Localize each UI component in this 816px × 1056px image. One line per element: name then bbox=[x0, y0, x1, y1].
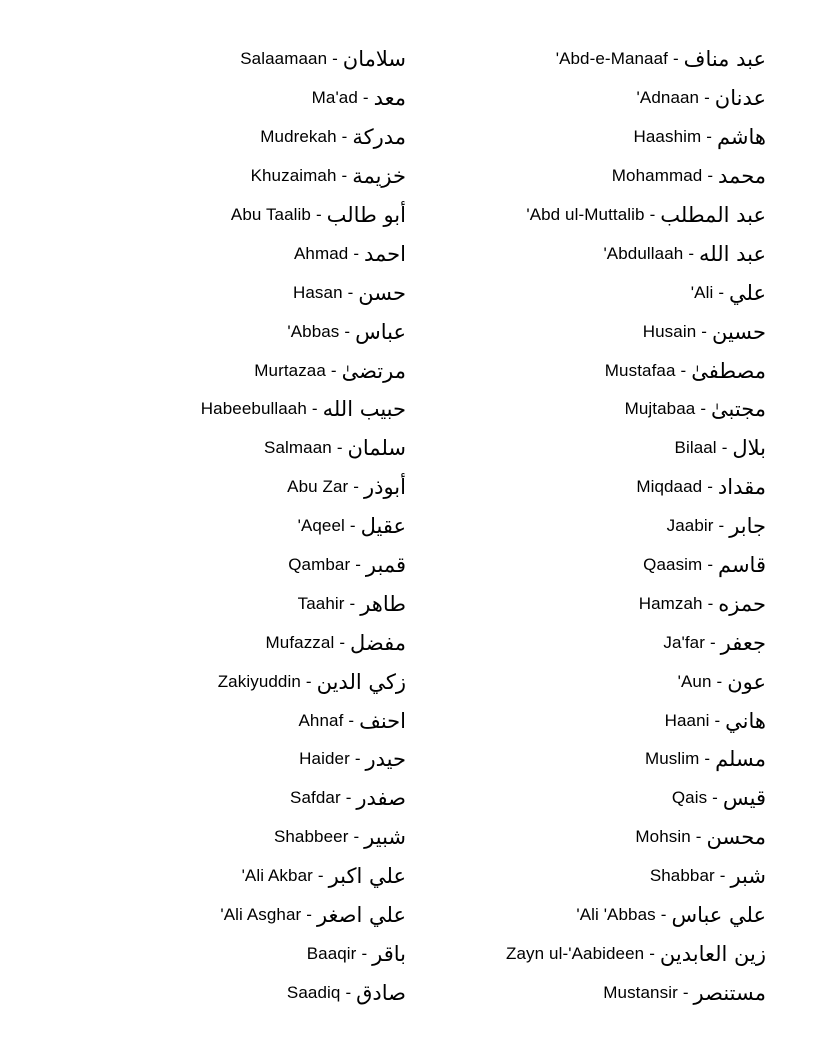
transliterated-name: Salaamaan bbox=[240, 49, 328, 69]
name-separator: - bbox=[649, 943, 655, 963]
arabic-name: مفضل bbox=[350, 630, 406, 655]
transliterated-name: Khuzaimah bbox=[250, 166, 337, 186]
arabic-name: عباس bbox=[355, 319, 406, 344]
left-column-entry bbox=[274, 818, 406, 857]
transliterated-name: Salmaan bbox=[264, 438, 332, 458]
arabic-name: عبد الله bbox=[698, 241, 766, 266]
name-row bbox=[0, 701, 816, 740]
name-row bbox=[0, 196, 816, 235]
transliterated-name: Haider bbox=[299, 749, 350, 769]
right-column-entry bbox=[506, 934, 766, 973]
name-separator: - bbox=[341, 127, 348, 147]
arabic-name: صادق bbox=[356, 980, 406, 1005]
name-separator: - bbox=[700, 399, 707, 419]
arabic-name: حيدر bbox=[365, 747, 406, 772]
transliterated-name: 'Abd-e-Manaaf bbox=[555, 49, 668, 69]
name-separator: - bbox=[339, 632, 345, 652]
right-column-entry bbox=[637, 79, 766, 118]
name-separator: - bbox=[315, 205, 322, 224]
left-column-entry bbox=[220, 896, 406, 935]
name-row bbox=[0, 79, 816, 118]
arabic-name: زكي الدين bbox=[316, 669, 406, 694]
arabic-name: مدركة bbox=[352, 125, 406, 150]
transliterated-name: Hasan bbox=[292, 282, 343, 302]
arabic-name: بلال bbox=[732, 436, 766, 461]
left-column-entry bbox=[298, 584, 406, 623]
name-separator: - bbox=[680, 360, 687, 380]
left-column-entry bbox=[312, 79, 406, 118]
name-separator: - bbox=[349, 516, 356, 536]
transliterated-name: Mufazzal bbox=[265, 632, 335, 652]
right-column-entry bbox=[675, 429, 767, 468]
transliterated-name: 'Aun bbox=[677, 671, 712, 691]
name-separator: - bbox=[704, 749, 711, 769]
right-column-entry bbox=[526, 196, 766, 235]
right-column-entry bbox=[556, 40, 766, 79]
name-separator: - bbox=[673, 49, 679, 69]
name-list bbox=[0, 40, 816, 1012]
right-column-entry bbox=[691, 273, 766, 312]
arabic-name: عون bbox=[727, 669, 766, 694]
right-column-entry bbox=[645, 740, 766, 779]
name-row bbox=[0, 118, 816, 157]
name-separator: - bbox=[695, 827, 702, 847]
name-row bbox=[0, 740, 816, 779]
name-row bbox=[0, 157, 816, 196]
left-column-entry bbox=[231, 196, 406, 235]
transliterated-name: Qais bbox=[671, 788, 708, 808]
transliterated-name: Ma'ad bbox=[311, 88, 358, 108]
arabic-name: علي اصغر bbox=[316, 903, 406, 928]
arabic-name: علي bbox=[729, 280, 766, 305]
left-column-entry bbox=[293, 273, 406, 312]
left-column-entry bbox=[307, 934, 406, 973]
arabic-name: مستنصر bbox=[693, 980, 766, 1005]
name-separator: - bbox=[719, 866, 726, 886]
transliterated-name: Ja'far bbox=[663, 632, 705, 652]
arabic-name: حسين bbox=[711, 319, 766, 344]
transliterated-name: Shabbeer bbox=[273, 827, 349, 847]
name-separator: - bbox=[353, 827, 360, 847]
arabic-name: عقيل bbox=[360, 514, 406, 539]
left-column-entry bbox=[298, 701, 406, 740]
left-column-entry bbox=[287, 973, 406, 1012]
name-separator: - bbox=[306, 905, 312, 925]
transliterated-name: Safdar bbox=[290, 788, 341, 808]
left-column-entry bbox=[294, 234, 406, 273]
transliterated-name: 'Aqeel bbox=[297, 516, 345, 536]
name-row bbox=[0, 40, 816, 79]
name-row bbox=[0, 857, 816, 896]
name-separator: - bbox=[707, 593, 714, 613]
transliterated-name: Miqdaad bbox=[636, 477, 703, 497]
name-separator: - bbox=[712, 788, 718, 808]
transliterated-name: Muslim bbox=[644, 749, 700, 769]
transliterated-name: Abu Zar bbox=[287, 477, 349, 497]
transliterated-name: Ahmad bbox=[293, 243, 349, 263]
right-column-entry bbox=[667, 507, 766, 546]
transliterated-name: Mudrekah bbox=[260, 127, 337, 147]
arabic-name: هاشم bbox=[716, 125, 766, 150]
name-separator: - bbox=[354, 749, 361, 769]
left-column-entry bbox=[288, 546, 406, 585]
transliterated-name: Mustansir bbox=[603, 982, 678, 1002]
left-column-entry bbox=[218, 662, 406, 701]
left-column-entry bbox=[266, 623, 407, 662]
left-column-entry bbox=[251, 157, 406, 196]
name-row bbox=[0, 429, 816, 468]
name-separator: - bbox=[330, 360, 337, 380]
name-row bbox=[0, 662, 816, 701]
left-column-entry bbox=[287, 312, 406, 351]
name-separator: - bbox=[362, 88, 369, 108]
arabic-name: حبيب الله bbox=[322, 397, 406, 422]
arabic-name: احمد bbox=[364, 241, 406, 266]
name-separator: - bbox=[332, 49, 338, 69]
left-column-entry bbox=[260, 118, 406, 157]
arabic-name: حسن bbox=[358, 280, 406, 305]
name-row bbox=[0, 390, 816, 429]
arabic-name: سلامان bbox=[342, 47, 406, 72]
name-separator: - bbox=[704, 88, 710, 108]
arabic-name: عدنان bbox=[714, 86, 766, 111]
arabic-name: مقداد bbox=[717, 475, 766, 500]
arabic-name: عبد مناف bbox=[683, 47, 766, 72]
arabic-name: جعفر bbox=[720, 630, 766, 655]
arabic-name: زين العابدين bbox=[659, 941, 766, 966]
right-column-entry bbox=[672, 779, 766, 818]
transliterated-name: Zayn ul-'Aabideen bbox=[506, 943, 645, 963]
name-row bbox=[0, 234, 816, 273]
right-column-entry bbox=[639, 584, 766, 623]
left-column-entry bbox=[299, 740, 406, 779]
transliterated-name: Baaqir bbox=[306, 943, 357, 963]
name-row bbox=[0, 546, 816, 585]
transliterated-name: Qaasim bbox=[643, 555, 703, 575]
name-separator: - bbox=[355, 555, 361, 575]
name-separator: - bbox=[706, 127, 712, 147]
right-column-entry bbox=[576, 896, 766, 935]
transliterated-name: Mustafaa bbox=[604, 360, 676, 380]
transliterated-name: Mohsin bbox=[635, 827, 691, 847]
transliterated-name: Qambar bbox=[288, 555, 351, 575]
right-column-entry bbox=[635, 818, 766, 857]
transliterated-name: Husain bbox=[642, 321, 697, 341]
transliterated-name: Hamzah bbox=[638, 593, 703, 613]
arabic-name: حمزه bbox=[718, 591, 766, 616]
transliterated-name: Jaabir bbox=[666, 516, 714, 536]
name-separator: - bbox=[345, 982, 352, 1002]
name-separator: - bbox=[716, 671, 723, 691]
arabic-name: محمد bbox=[718, 164, 766, 189]
name-separator: - bbox=[649, 205, 656, 224]
name-row bbox=[0, 584, 816, 623]
transliterated-name: 'Abd ul-Muttalib bbox=[526, 205, 645, 224]
left-column-entry bbox=[201, 390, 406, 429]
name-separator: - bbox=[707, 477, 713, 497]
transliterated-name: 'Ali Akbar bbox=[241, 866, 313, 886]
left-column-entry bbox=[290, 779, 406, 818]
name-separator: - bbox=[311, 399, 318, 419]
right-column-entry bbox=[678, 662, 766, 701]
name-separator: - bbox=[718, 282, 724, 302]
transliterated-name: 'Ali 'Abbas bbox=[576, 905, 656, 925]
arabic-name: سلمان bbox=[347, 436, 406, 461]
name-row bbox=[0, 934, 816, 973]
right-column-entry bbox=[663, 623, 766, 662]
name-row bbox=[0, 312, 816, 351]
transliterated-name: Haashim bbox=[633, 127, 702, 147]
name-separator: - bbox=[714, 710, 721, 730]
arabic-name: شبير bbox=[364, 825, 406, 850]
left-column-entry bbox=[298, 507, 406, 546]
name-separator: - bbox=[701, 321, 707, 341]
name-row bbox=[0, 973, 816, 1012]
name-separator: - bbox=[361, 943, 368, 963]
transliterated-name: Habeebullaah bbox=[200, 399, 307, 419]
right-column-entry bbox=[605, 351, 766, 390]
arabic-name: باقر bbox=[372, 941, 406, 966]
name-separator: - bbox=[682, 982, 689, 1002]
arabic-name: احنف bbox=[359, 708, 406, 733]
name-separator: - bbox=[710, 632, 716, 652]
arabic-name: مصطفىٰ bbox=[691, 358, 766, 383]
right-column-entry bbox=[643, 546, 766, 585]
transliterated-name: Abu Taalib bbox=[230, 205, 311, 224]
name-row bbox=[0, 623, 816, 662]
name-separator: - bbox=[353, 477, 359, 497]
arabic-name: جابر bbox=[729, 514, 766, 539]
name-separator: - bbox=[336, 438, 343, 458]
transliterated-name: Bilaal bbox=[674, 438, 717, 458]
right-column-entry bbox=[650, 857, 766, 896]
arabic-name: أبو طالب bbox=[326, 203, 406, 227]
name-row bbox=[0, 507, 816, 546]
left-column-entry bbox=[254, 351, 406, 390]
left-column-entry bbox=[240, 40, 406, 79]
name-row bbox=[0, 468, 816, 507]
transliterated-name: 'Abbas bbox=[287, 321, 340, 341]
right-column-entry bbox=[636, 468, 766, 507]
transliterated-name: 'Abdullaah bbox=[603, 243, 684, 263]
name-separator: - bbox=[305, 671, 312, 691]
right-column-entry bbox=[612, 157, 766, 196]
arabic-name: علي عباس bbox=[671, 903, 766, 928]
name-row bbox=[0, 818, 816, 857]
left-column-entry bbox=[242, 857, 406, 896]
name-separator: - bbox=[353, 243, 360, 263]
arabic-name: قاسم bbox=[717, 553, 766, 578]
name-row bbox=[0, 779, 816, 818]
arabic-name: معد bbox=[373, 86, 406, 111]
arabic-name: هاني bbox=[725, 708, 766, 733]
arabic-name: مرتضىٰ bbox=[341, 358, 406, 383]
name-separator: - bbox=[345, 788, 352, 808]
arabic-name: مسلم bbox=[715, 747, 766, 772]
transliterated-name: 'Adnaan bbox=[636, 88, 700, 108]
arabic-name: خزيمة bbox=[352, 164, 406, 189]
name-separator: - bbox=[707, 166, 714, 186]
transliterated-name: Shabbar bbox=[649, 866, 715, 886]
right-column-entry bbox=[603, 973, 766, 1012]
name-separator: - bbox=[347, 282, 354, 302]
transliterated-name: 'Ali bbox=[690, 282, 714, 302]
transliterated-name: Mohammad bbox=[611, 166, 703, 186]
name-separator: - bbox=[721, 438, 728, 458]
arabic-name: عبد المطلب bbox=[660, 203, 766, 227]
name-separator: - bbox=[718, 516, 725, 536]
arabic-name: شبر bbox=[730, 864, 766, 889]
right-column-entry bbox=[665, 701, 766, 740]
name-separator: - bbox=[344, 321, 351, 341]
name-separator: - bbox=[660, 905, 667, 925]
right-column-entry bbox=[634, 118, 767, 157]
transliterated-name: Haani bbox=[664, 710, 710, 730]
left-column-entry bbox=[287, 468, 406, 507]
arabic-name: قيس bbox=[722, 786, 766, 811]
arabic-name: أبوذر bbox=[363, 475, 406, 500]
arabic-name: مجتبىٰ bbox=[711, 397, 766, 422]
right-column-entry bbox=[625, 390, 766, 429]
name-separator: - bbox=[348, 710, 355, 730]
transliterated-name: Mujtabaa bbox=[624, 399, 696, 419]
transliterated-name: Saadiq bbox=[286, 982, 341, 1002]
name-separator: - bbox=[688, 243, 694, 263]
name-separator: - bbox=[707, 555, 713, 575]
right-column-entry bbox=[603, 234, 766, 273]
name-row bbox=[0, 273, 816, 312]
name-separator: - bbox=[349, 593, 356, 613]
left-column-entry bbox=[264, 429, 406, 468]
right-column-entry bbox=[643, 312, 766, 351]
name-row bbox=[0, 351, 816, 390]
arabic-name: قمبر bbox=[365, 553, 406, 578]
transliterated-name: Murtazaa bbox=[254, 360, 326, 380]
arabic-name: صفدر bbox=[356, 786, 406, 811]
arabic-name: محسن bbox=[706, 825, 766, 850]
name-separator: - bbox=[317, 866, 324, 886]
transliterated-name: Zakiyuddin bbox=[217, 671, 301, 691]
name-separator: - bbox=[341, 166, 348, 186]
name-row bbox=[0, 896, 816, 935]
arabic-name: طاهر bbox=[360, 591, 406, 616]
transliterated-name: Ahnaf bbox=[298, 710, 344, 730]
transliterated-name: Taahir bbox=[297, 593, 345, 613]
arabic-name: علي اكبر bbox=[328, 864, 406, 889]
transliterated-name: 'Ali Asghar bbox=[220, 905, 302, 925]
